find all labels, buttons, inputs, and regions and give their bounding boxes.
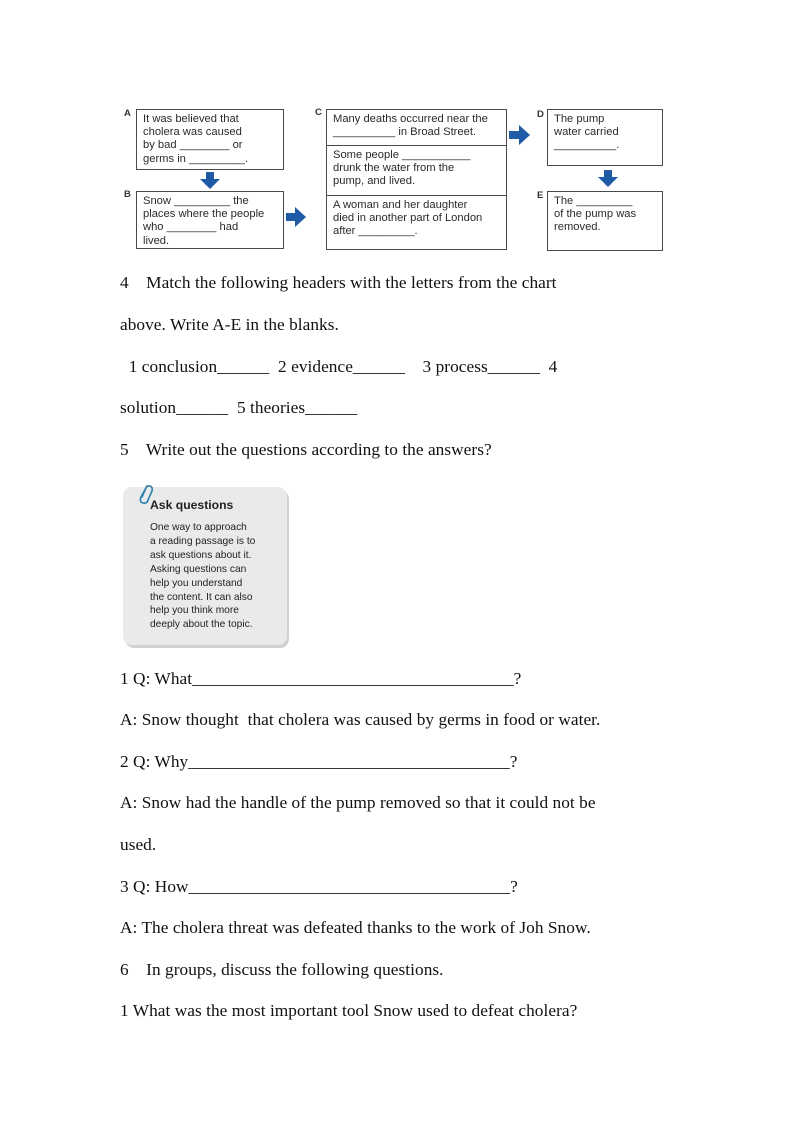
right-arrow-icon: [286, 207, 306, 227]
box-c-3-text: A woman and her daughter died in another part of London after _________.: [333, 199, 483, 238]
question-3: 3 Q: How_____________________________________?: [120, 877, 518, 896]
box-c-2: [326, 145, 507, 196]
down-arrow-icon: [598, 170, 618, 188]
box-e: [547, 191, 663, 251]
label-b: B: [124, 189, 131, 200]
ask-questions-card: [123, 487, 287, 645]
label-d: D: [537, 109, 544, 120]
box-c-3: [326, 195, 507, 250]
box-c-1-text: Many deaths occurred near the __________ in Broad Street.: [333, 113, 488, 139]
box-b: [136, 191, 284, 249]
flowchart: [118, 104, 670, 254]
box-a-text: It was believed that cholera was caused by bad ________ or germs in _________.: [143, 113, 249, 165]
tip-title: Ask questions: [150, 498, 234, 512]
answer-2-continued: used.: [120, 835, 157, 854]
right-arrow-icon: [509, 125, 530, 145]
section-5-heading: 5 Write out the questions according to the answers?: [120, 440, 492, 459]
paperclip-icon: [136, 482, 154, 508]
section-6-heading: 6 In groups, discuss the following questions.: [120, 960, 444, 979]
box-e-text: The _________ of the pump was removed.: [554, 195, 637, 234]
box-b-text: Snow _________ the places where the people who ________ had lived.: [143, 195, 265, 247]
label-c: C: [315, 107, 322, 118]
box-d: [547, 109, 663, 166]
box-d-text: The pump water carried __________.: [554, 113, 620, 152]
answer-2: A: Snow had the handle of the pump removed so that it could not be: [120, 793, 596, 812]
answer-1: A: Snow thought that cholera was caused by germs in food or water.: [120, 710, 601, 729]
box-c-1: [326, 109, 507, 146]
question-2: 2 Q: Why_____________________________________?: [120, 752, 518, 771]
box-c-2-text: Some people ___________ drunk the water from the pump, and lived.: [333, 149, 471, 188]
discussion-question-1: 1 What was the most important tool Snow used to defeat cholera?: [120, 1001, 578, 1020]
label-a: A: [124, 108, 131, 119]
down-arrow-icon: [200, 172, 220, 190]
question-1: 1 Q: What_____________________________________?: [120, 669, 522, 688]
section-4-heading: 4 Match the following headers with the letters from the chart: [120, 273, 557, 292]
box-a: [136, 109, 284, 170]
label-e: E: [537, 190, 544, 201]
answer-3: A: The cholera threat was defeated thanks to the work of Joh Snow.: [120, 918, 591, 937]
section-4-line-2: above. Write A-E in the blanks.: [120, 315, 339, 334]
section-4-line-4: solution______ 5 theories______: [120, 398, 358, 417]
tip-body: One way to approach a reading passage is to ask questions about it. Asking questions can help you understand the content. It can also help you think more deeply about the topic.: [150, 522, 256, 631]
section-4-line-3: 1 conclusion______ 2 evidence______ 3 process______ 4: [120, 357, 558, 376]
